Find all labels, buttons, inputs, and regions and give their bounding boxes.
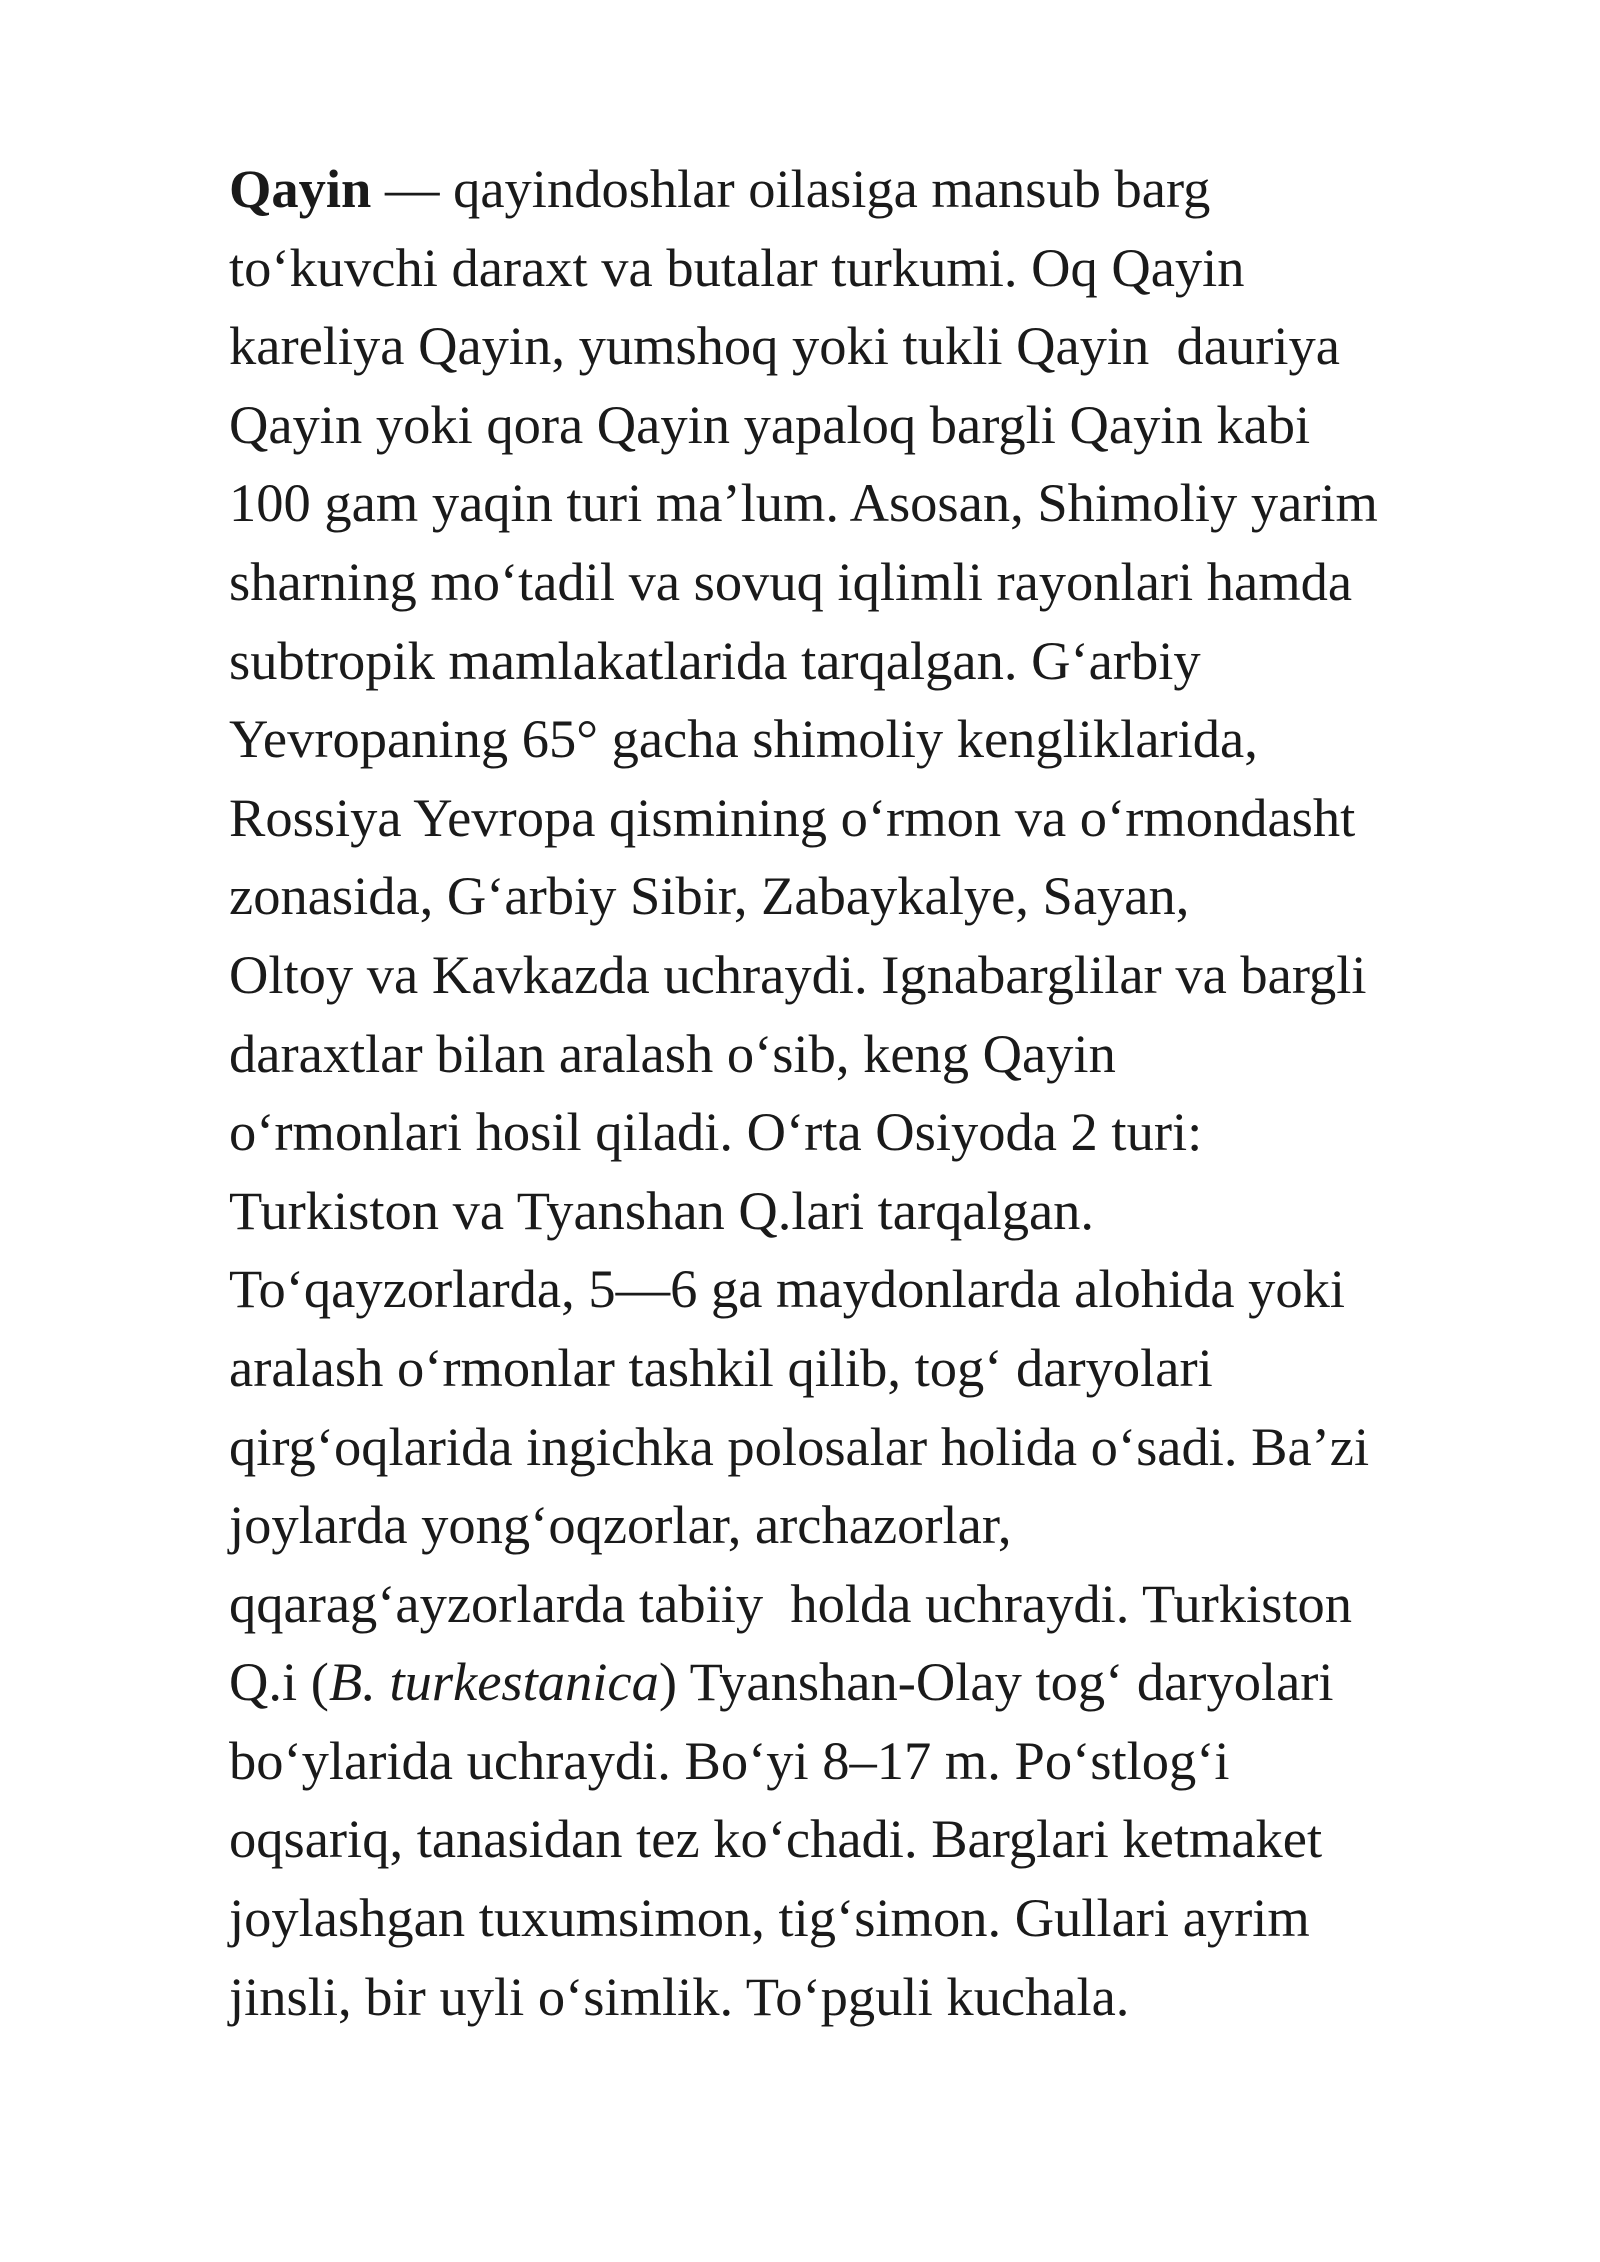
- text-line: Yevropaning 65° gacha shimoliy kengliklarida,: [229, 708, 1258, 770]
- line-20-end: ) Tyanshan-Olay tog‘ daryolari: [658, 1651, 1334, 1713]
- text-line: o‘rmonlari hosil qiladi. O‘rta Osiyoda 2 turi:: [229, 1101, 1203, 1163]
- text-line: qirg‘oqlarida ingichka polosalar holida o‘sadi. Ba’zi: [229, 1415, 1370, 1477]
- article-text: [229, 150, 1529, 2036]
- text-line: [229, 150, 1529, 229]
- text-line: bo‘ylarida uchraydi. Bo‘yi 8–17 m. Po‘stlog‘i: [229, 1729, 1230, 1791]
- text-line: oqsariq, tanasidan tez ko‘chadi. Barglari ketmaket: [229, 1808, 1323, 1870]
- title-term: Qayin: [229, 158, 372, 219]
- text-line: To‘qayzorlarda, 5—6 ga maydonlarda alohida yoki: [229, 1258, 1346, 1320]
- text-line: 100 gam yaqin turi ma’lum. Asosan, Shimoliy yarim: [229, 472, 1378, 534]
- text-line: jinsli, bir uyli o‘simlik. To‘pguli kuchala.: [229, 1965, 1130, 2027]
- line-1-text: — qayindoshlar oilasiga mansub barg: [371, 158, 1211, 219]
- text-line: to‘kuvchi daraxt va butalar turkumi. Oq Qayin: [229, 236, 1245, 298]
- text-line: aralash o‘rmonlar tashkil qilib, tog‘ daryolari: [229, 1336, 1213, 1398]
- line-20-start: Q.i (: [229, 1651, 329, 1713]
- text-line: Turkiston va Tyanshan Q.lari tarqalgan.: [229, 1179, 1095, 1241]
- text-line: [229, 1643, 1529, 1722]
- text-line: subtropik mamlakatlarida tarqalgan. G‘arbiy: [229, 629, 1201, 691]
- text-line: sharning mo‘tadil va sovuq iqlimli rayonlari hamda: [229, 550, 1353, 612]
- text-line: Qayin yoki qora Qayin yapaloq bargli Qayin kabi: [229, 393, 1311, 455]
- text-line: zonasida, G‘arbiy Sibir, Zabaykalye, Sayan,: [229, 865, 1190, 927]
- text-line: Oltoy va Kavkazda uchraydi. Ignabarglilar va bargli: [229, 943, 1367, 1005]
- species-name: B. turkestanica: [328, 1651, 659, 1713]
- text-line: joylashgan tuxumsimon, tig‘simon. Gullari ayrim: [229, 1887, 1310, 1949]
- text-line: daraxtlar bilan aralash o‘sib, keng Qayin: [229, 1022, 1116, 1084]
- text-line: joylarda yong‘oqzorlar, archazorlar,: [229, 1494, 1012, 1556]
- text-line: kareliya Qayin, yumshoq yoki tukli Qayin dauriya: [229, 315, 1340, 377]
- text-line: Rossiya Yevropa qismining o‘rmon va o‘rmondasht: [229, 786, 1356, 848]
- text-line: qqarag‘ayzorlarda tabiiy holda uchraydi. Turkiston: [229, 1572, 1353, 1634]
